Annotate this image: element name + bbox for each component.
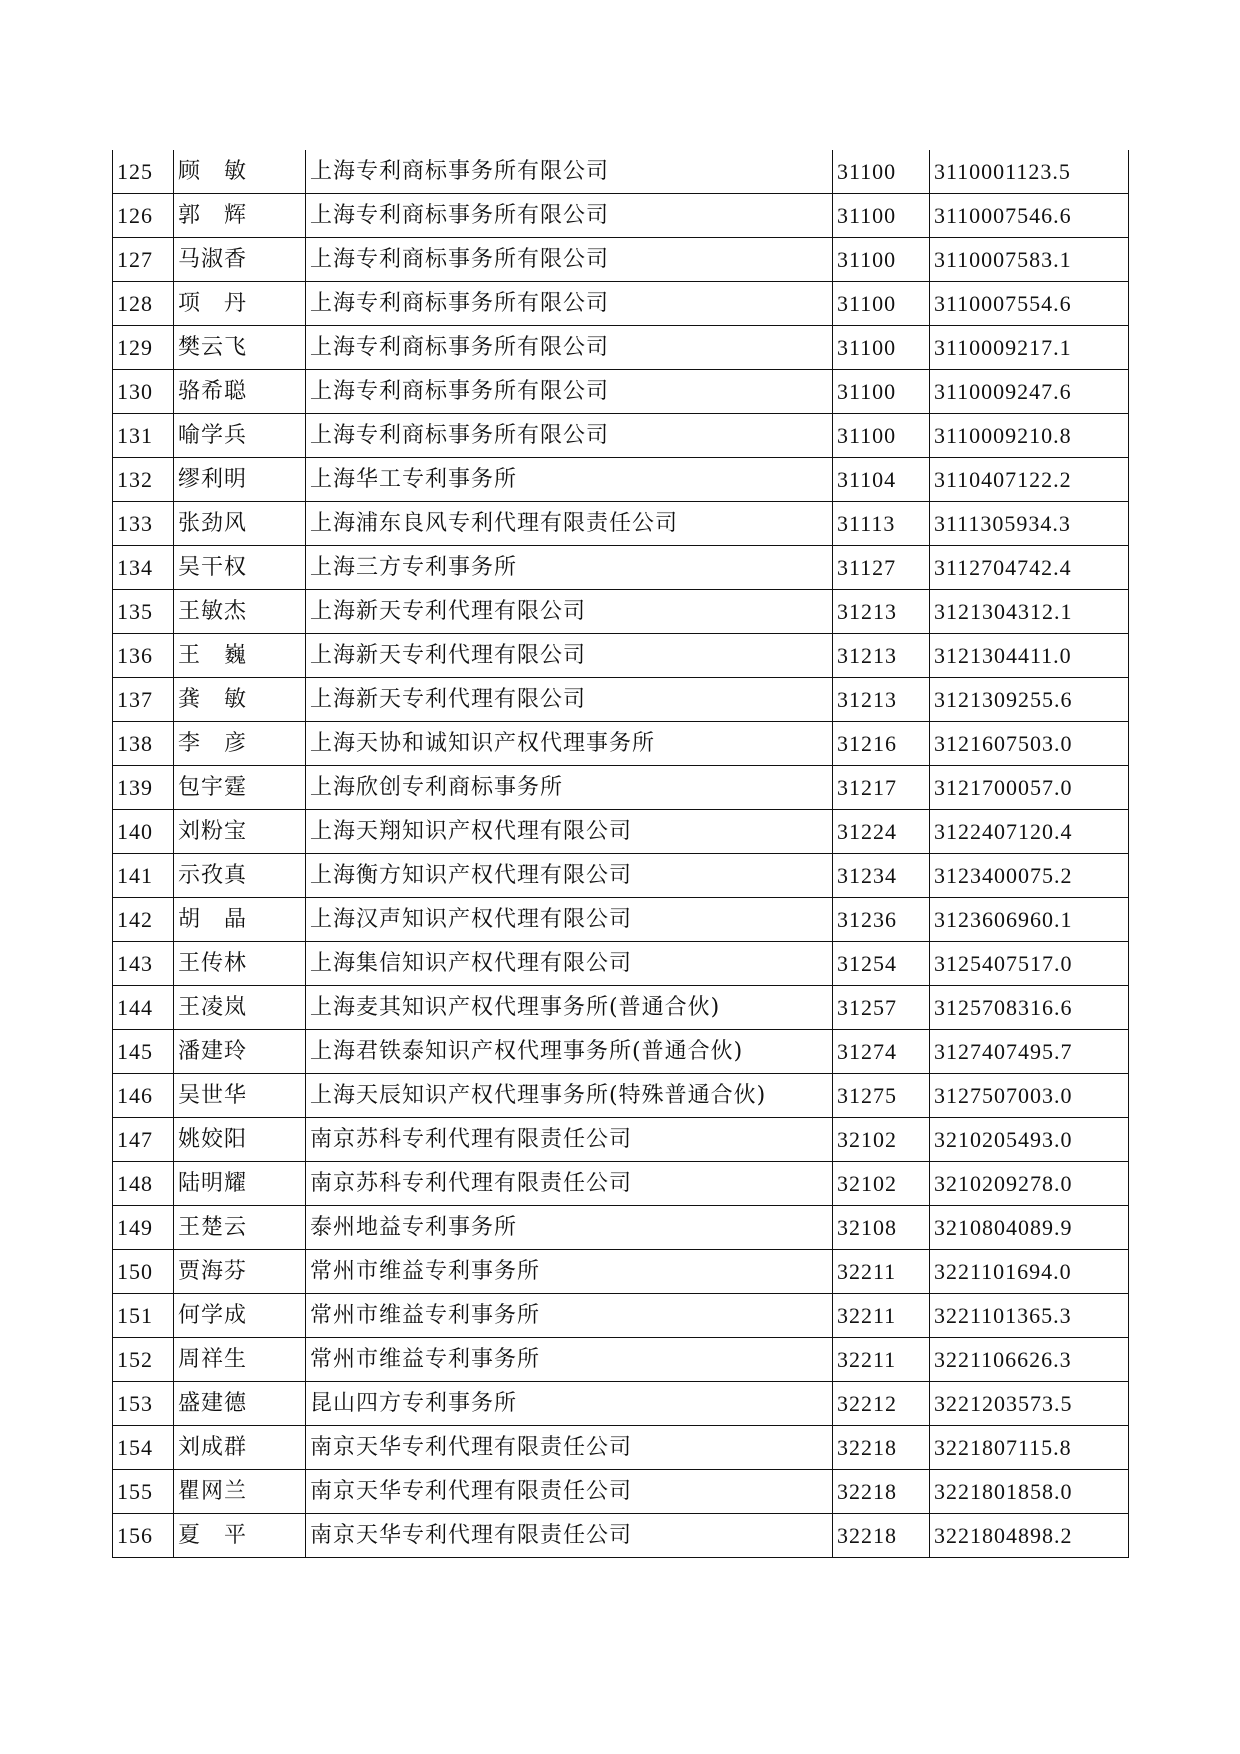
agency-name-cell: 上海三方专利事务所 <box>306 546 833 590</box>
row-number-cell: 152 <box>113 1338 174 1382</box>
certificate-number-cell: 3110007583.1 <box>930 238 1129 282</box>
agency-name-cell: 昆山四方专利事务所 <box>306 1382 833 1426</box>
row-number-cell: 142 <box>113 898 174 942</box>
agency-code-cell: 31213 <box>833 678 930 722</box>
agency-code-cell: 32212 <box>833 1382 930 1426</box>
agency-name-cell: 常州市维益专利事务所 <box>306 1250 833 1294</box>
agent-name-cell: 姚姣阳 <box>174 1118 306 1162</box>
certificate-number-cell: 3210804089.9 <box>930 1206 1129 1250</box>
row-number-cell: 153 <box>113 1382 174 1426</box>
row-number-cell: 125 <box>113 150 174 194</box>
agency-code-cell: 31100 <box>833 326 930 370</box>
agency-name-cell: 南京苏科专利代理有限责任公司 <box>306 1118 833 1162</box>
agency-name-cell: 上海新天专利代理有限公司 <box>306 590 833 634</box>
certificate-number-cell: 3121309255.6 <box>930 678 1129 722</box>
certificate-number-cell: 3210209278.0 <box>930 1162 1129 1206</box>
agency-code-cell: 32218 <box>833 1470 930 1514</box>
agency-name-cell: 上海麦其知识产权代理事务所(普通合伙) <box>306 986 833 1030</box>
row-number-cell: 144 <box>113 986 174 1030</box>
agent-name-cell: 王传林 <box>174 942 306 986</box>
agency-name-cell: 上海专利商标事务所有限公司 <box>306 370 833 414</box>
row-number-cell: 134 <box>113 546 174 590</box>
agency-name-cell: 南京天华专利代理有限责任公司 <box>306 1426 833 1470</box>
agency-name-cell: 上海君铁泰知识产权代理事务所(普通合伙) <box>306 1030 833 1074</box>
certificate-number-cell: 3221106626.3 <box>930 1338 1129 1382</box>
agency-code-cell: 31236 <box>833 898 930 942</box>
row-number-cell: 136 <box>113 634 174 678</box>
agent-name-cell: 王 巍 <box>174 634 306 678</box>
agency-name-cell: 上海专利商标事务所有限公司 <box>306 414 833 458</box>
agency-name-cell: 常州市维益专利事务所 <box>306 1338 833 1382</box>
row-number-cell: 145 <box>113 1030 174 1074</box>
certificate-number-cell: 3127507003.0 <box>930 1074 1129 1118</box>
agency-code-cell: 31100 <box>833 150 930 194</box>
certificate-number-cell: 3121304312.1 <box>930 590 1129 634</box>
row-number-cell: 141 <box>113 854 174 898</box>
row-number-cell: 147 <box>113 1118 174 1162</box>
table-row <box>113 942 1129 986</box>
agency-code-cell: 32102 <box>833 1162 930 1206</box>
agent-name-cell: 缪利明 <box>174 458 306 502</box>
row-number-cell: 133 <box>113 502 174 546</box>
table-row <box>113 194 1129 238</box>
certificate-number-cell: 3221804898.2 <box>930 1514 1129 1558</box>
agency-code-cell: 32211 <box>833 1294 930 1338</box>
certificate-number-cell: 3110007546.6 <box>930 194 1129 238</box>
table-row <box>113 1118 1129 1162</box>
table-row <box>113 150 1129 194</box>
row-number-cell: 140 <box>113 810 174 854</box>
agent-name-cell: 陆明耀 <box>174 1162 306 1206</box>
row-number-cell: 130 <box>113 370 174 414</box>
agency-code-cell: 31213 <box>833 590 930 634</box>
agency-code-cell: 32102 <box>833 1118 930 1162</box>
table-row <box>113 1030 1129 1074</box>
table-row <box>113 590 1129 634</box>
agency-name-cell: 上海新天专利代理有限公司 <box>306 678 833 722</box>
row-number-cell: 151 <box>113 1294 174 1338</box>
agent-name-cell: 夏 平 <box>174 1514 306 1558</box>
agency-name-cell: 上海欣创专利商标事务所 <box>306 766 833 810</box>
agency-code-cell: 32218 <box>833 1426 930 1470</box>
row-number-cell: 126 <box>113 194 174 238</box>
agency-name-cell: 上海华工专利事务所 <box>306 458 833 502</box>
certificate-number-cell: 3110407122.2 <box>930 458 1129 502</box>
table-row <box>113 1426 1129 1470</box>
agent-name-cell: 马淑香 <box>174 238 306 282</box>
row-number-cell: 155 <box>113 1470 174 1514</box>
agency-code-cell: 31217 <box>833 766 930 810</box>
certificate-number-cell: 3122407120.4 <box>930 810 1129 854</box>
agency-code-cell: 31254 <box>833 942 930 986</box>
row-number-cell: 128 <box>113 282 174 326</box>
agent-name-cell: 胡 晶 <box>174 898 306 942</box>
agency-code-cell: 31113 <box>833 502 930 546</box>
agent-name-cell: 项 丹 <box>174 282 306 326</box>
table-row <box>113 282 1129 326</box>
table-row <box>113 1206 1129 1250</box>
table-row <box>113 1338 1129 1382</box>
agency-code-cell: 31104 <box>833 458 930 502</box>
agency-name-cell: 上海汉声知识产权代理有限公司 <box>306 898 833 942</box>
certificate-number-cell: 3125708316.6 <box>930 986 1129 1030</box>
agency-name-cell: 南京天华专利代理有限责任公司 <box>306 1470 833 1514</box>
agent-name-cell: 郭 辉 <box>174 194 306 238</box>
certificate-number-cell: 3110009247.6 <box>930 370 1129 414</box>
row-number-cell: 135 <box>113 590 174 634</box>
agency-code-cell: 31100 <box>833 370 930 414</box>
agency-name-cell: 上海专利商标事务所有限公司 <box>306 238 833 282</box>
agent-name-cell: 周祥生 <box>174 1338 306 1382</box>
agent-name-cell: 王敏杰 <box>174 590 306 634</box>
table-row <box>113 238 1129 282</box>
agency-name-cell: 上海衡方知识产权代理有限公司 <box>306 854 833 898</box>
certificate-number-cell: 3121607503.0 <box>930 722 1129 766</box>
agent-name-cell: 喻学兵 <box>174 414 306 458</box>
table-row <box>113 458 1129 502</box>
agent-name-cell: 包宇霆 <box>174 766 306 810</box>
row-number-cell: 143 <box>113 942 174 986</box>
agency-code-cell: 31213 <box>833 634 930 678</box>
agent-name-cell: 何学成 <box>174 1294 306 1338</box>
certificate-number-cell: 3221801858.0 <box>930 1470 1129 1514</box>
agent-name-cell: 示孜真 <box>174 854 306 898</box>
table-row <box>113 1470 1129 1514</box>
agent-name-cell: 樊云飞 <box>174 326 306 370</box>
agency-name-cell: 南京天华专利代理有限责任公司 <box>306 1514 833 1558</box>
agent-name-cell: 龚 敏 <box>174 678 306 722</box>
table-row <box>113 986 1129 1030</box>
certificate-number-cell: 3221101365.3 <box>930 1294 1129 1338</box>
row-number-cell: 137 <box>113 678 174 722</box>
certificate-number-cell: 3221101694.0 <box>930 1250 1129 1294</box>
table-row <box>113 546 1129 590</box>
agency-name-cell: 上海专利商标事务所有限公司 <box>306 326 833 370</box>
row-number-cell: 132 <box>113 458 174 502</box>
agent-name-cell: 王楚云 <box>174 1206 306 1250</box>
row-number-cell: 139 <box>113 766 174 810</box>
agency-code-cell: 31234 <box>833 854 930 898</box>
table-row <box>113 722 1129 766</box>
table-row <box>113 370 1129 414</box>
table-row <box>113 678 1129 722</box>
agency-code-cell: 31257 <box>833 986 930 1030</box>
table-row <box>113 414 1129 458</box>
agency-code-cell: 32211 <box>833 1338 930 1382</box>
row-number-cell: 154 <box>113 1426 174 1470</box>
agent-name-cell: 刘粉宝 <box>174 810 306 854</box>
certificate-number-cell: 3110007554.6 <box>930 282 1129 326</box>
table-row <box>113 1074 1129 1118</box>
agency-name-cell: 常州市维益专利事务所 <box>306 1294 833 1338</box>
table-row <box>113 1162 1129 1206</box>
certificate-number-cell: 3221807115.8 <box>930 1426 1129 1470</box>
certificate-number-cell: 3110009210.8 <box>930 414 1129 458</box>
certificate-number-cell: 3127407495.7 <box>930 1030 1129 1074</box>
agent-name-cell: 潘建玲 <box>174 1030 306 1074</box>
row-number-cell: 156 <box>113 1514 174 1558</box>
table-row <box>113 810 1129 854</box>
row-number-cell: 138 <box>113 722 174 766</box>
agent-name-cell: 王凌岚 <box>174 986 306 1030</box>
row-number-cell: 150 <box>113 1250 174 1294</box>
agency-code-cell: 31127 <box>833 546 930 590</box>
agency-name-cell: 上海天辰知识产权代理事务所(特殊普通合伙) <box>306 1074 833 1118</box>
agent-name-cell: 贾海芬 <box>174 1250 306 1294</box>
agency-code-cell: 31100 <box>833 194 930 238</box>
agency-name-cell: 上海集信知识产权代理有限公司 <box>306 942 833 986</box>
table-row <box>113 326 1129 370</box>
agency-code-cell: 31100 <box>833 238 930 282</box>
row-number-cell: 146 <box>113 1074 174 1118</box>
agent-name-cell: 刘成群 <box>174 1426 306 1470</box>
agency-name-cell: 上海天翔知识产权代理有限公司 <box>306 810 833 854</box>
agency-code-cell: 31100 <box>833 282 930 326</box>
agency-name-cell: 上海浦东良风专利代理有限责任公司 <box>306 502 833 546</box>
table-row <box>113 1514 1129 1558</box>
certificate-number-cell: 3110009217.1 <box>930 326 1129 370</box>
agency-name-cell: 上海专利商标事务所有限公司 <box>306 150 833 194</box>
agent-table <box>112 150 1129 1558</box>
certificate-number-cell: 3123400075.2 <box>930 854 1129 898</box>
table-row <box>113 766 1129 810</box>
agent-name-cell: 李 彦 <box>174 722 306 766</box>
row-number-cell: 148 <box>113 1162 174 1206</box>
agency-code-cell: 32218 <box>833 1514 930 1558</box>
agent-list-sheet <box>112 150 1129 1558</box>
agent-table-body <box>113 150 1129 1558</box>
agent-name-cell: 张劲风 <box>174 502 306 546</box>
agency-code-cell: 31275 <box>833 1074 930 1118</box>
agent-name-cell: 瞿网兰 <box>174 1470 306 1514</box>
agency-code-cell: 31224 <box>833 810 930 854</box>
agency-code-cell: 31216 <box>833 722 930 766</box>
table-row <box>113 1382 1129 1426</box>
table-row <box>113 502 1129 546</box>
certificate-number-cell: 3210205493.0 <box>930 1118 1129 1162</box>
table-row <box>113 634 1129 678</box>
row-number-cell: 149 <box>113 1206 174 1250</box>
row-number-cell: 131 <box>113 414 174 458</box>
certificate-number-cell: 3121304411.0 <box>930 634 1129 678</box>
certificate-number-cell: 3125407517.0 <box>930 942 1129 986</box>
table-row <box>113 898 1129 942</box>
certificate-number-cell: 3112704742.4 <box>930 546 1129 590</box>
agency-name-cell: 上海专利商标事务所有限公司 <box>306 194 833 238</box>
agency-code-cell: 32108 <box>833 1206 930 1250</box>
certificate-number-cell: 3121700057.0 <box>930 766 1129 810</box>
table-row <box>113 1250 1129 1294</box>
agency-name-cell: 泰州地益专利事务所 <box>306 1206 833 1250</box>
agent-name-cell: 吴世华 <box>174 1074 306 1118</box>
row-number-cell: 127 <box>113 238 174 282</box>
certificate-number-cell: 3221203573.5 <box>930 1382 1129 1426</box>
agency-code-cell: 31274 <box>833 1030 930 1074</box>
certificate-number-cell: 3111305934.3 <box>930 502 1129 546</box>
agent-name-cell: 顾 敏 <box>174 150 306 194</box>
agency-name-cell: 南京苏科专利代理有限责任公司 <box>306 1162 833 1206</box>
certificate-number-cell: 3123606960.1 <box>930 898 1129 942</box>
agent-name-cell: 吴干权 <box>174 546 306 590</box>
agency-name-cell: 上海专利商标事务所有限公司 <box>306 282 833 326</box>
table-row <box>113 1294 1129 1338</box>
agency-name-cell: 上海新天专利代理有限公司 <box>306 634 833 678</box>
agent-name-cell: 骆希聪 <box>174 370 306 414</box>
agency-code-cell: 31100 <box>833 414 930 458</box>
agency-name-cell: 上海天协和诚知识产权代理事务所 <box>306 722 833 766</box>
certificate-number-cell: 3110001123.5 <box>930 150 1129 194</box>
agency-code-cell: 32211 <box>833 1250 930 1294</box>
table-row <box>113 854 1129 898</box>
row-number-cell: 129 <box>113 326 174 370</box>
agent-name-cell: 盛建德 <box>174 1382 306 1426</box>
